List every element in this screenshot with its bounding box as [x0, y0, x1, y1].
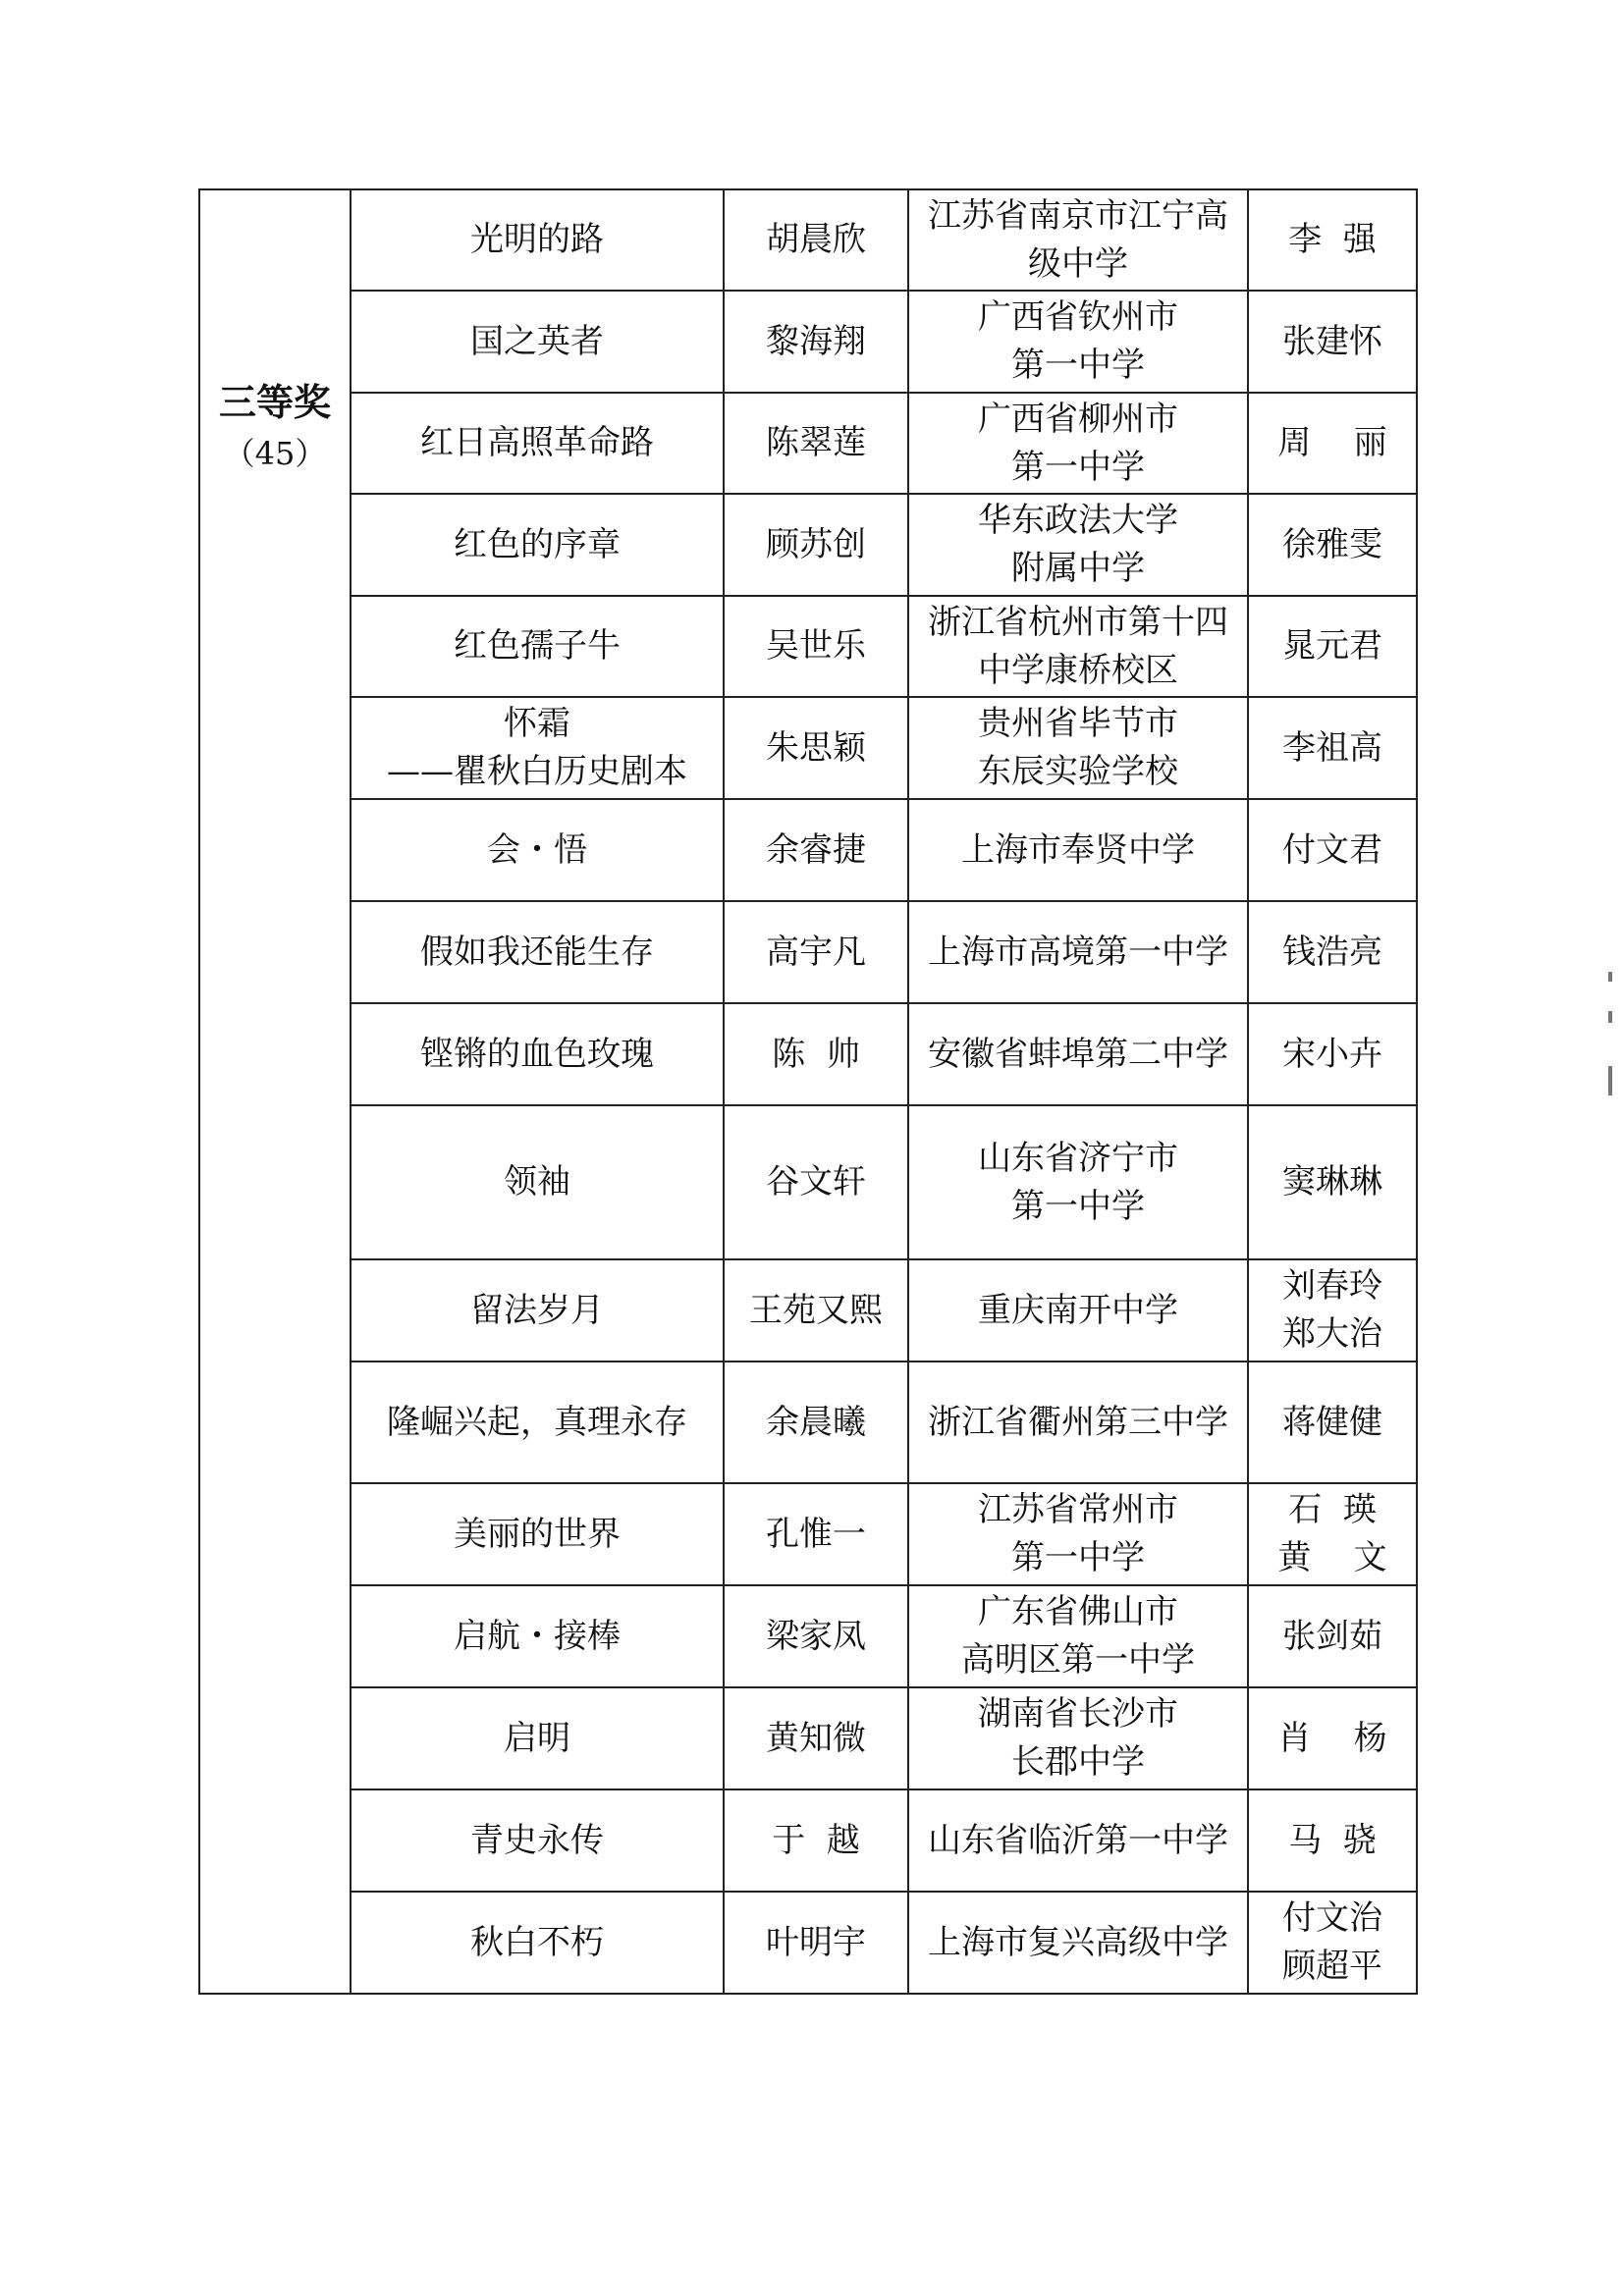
- teacher-cell: 李祖高: [1248, 697, 1417, 799]
- teacher-cell: 蒋健健: [1248, 1362, 1417, 1483]
- work-title-cell: 假如我还能生存: [351, 901, 724, 1003]
- teacher-cell: 张剑茹: [1248, 1585, 1417, 1687]
- work-title-cell: 光明的路: [351, 189, 724, 291]
- teacher-cell: 徐雅雯: [1248, 494, 1417, 596]
- teacher-cell: 付文君: [1248, 799, 1417, 901]
- table-row: [199, 1687, 1417, 1789]
- work-title-cell: 秋白不朽: [351, 1892, 724, 1994]
- awards-table: [198, 188, 1418, 1995]
- school-cell: 湖南省长沙市 长郡中学: [908, 1687, 1248, 1789]
- teacher-cell: 马 骁: [1248, 1789, 1417, 1892]
- table-row: [199, 494, 1417, 596]
- table-row: [199, 291, 1417, 393]
- author-cell: 胡晨欣: [724, 189, 908, 291]
- school-cell: 江苏省常州市 第一中学: [908, 1483, 1248, 1585]
- teacher-cell: 窦琳琳: [1248, 1105, 1417, 1259]
- table-row: [199, 1259, 1417, 1362]
- scan-edge-marks: [1608, 972, 1614, 1099]
- author-cell: 陈 帅: [724, 1003, 908, 1105]
- teacher-cell: 宋小卉: [1248, 1003, 1417, 1105]
- author-cell: 余睿捷: [724, 799, 908, 901]
- work-title-cell: 青史永传: [351, 1789, 724, 1892]
- award-category-count: （45）: [223, 435, 327, 472]
- award-category-cell: [199, 189, 351, 1994]
- teacher-cell: 钱浩亮: [1248, 901, 1417, 1003]
- teacher-cell: 付文治 顾超平: [1248, 1892, 1417, 1994]
- school-cell: 浙江省衢州第三中学: [908, 1362, 1248, 1483]
- teacher-cell: 周 丽: [1248, 393, 1417, 494]
- work-title-cell: 留法岁月: [351, 1259, 724, 1362]
- school-cell: 贵州省毕节市 东辰实验学校: [908, 697, 1248, 799]
- work-title-cell: 领袖: [351, 1105, 724, 1259]
- work-title-cell: 会・悟: [351, 799, 724, 901]
- school-cell: 重庆南开中学: [908, 1259, 1248, 1362]
- author-cell: 谷文轩: [724, 1105, 908, 1259]
- author-cell: 黄知微: [724, 1687, 908, 1789]
- school-cell: 华东政法大学 附属中学: [908, 494, 1248, 596]
- table-row: [199, 1789, 1417, 1892]
- author-cell: 叶明宇: [724, 1892, 908, 1994]
- author-cell: 朱思颖: [724, 697, 908, 799]
- school-cell: 江苏省南京市江宁高 级中学: [908, 189, 1248, 291]
- school-cell: 广东省佛山市 高明区第一中学: [908, 1585, 1248, 1687]
- table-row: [199, 1892, 1417, 1994]
- work-title-cell: 红日高照革命路: [351, 393, 724, 494]
- work-title-cell: 启航・接棒: [351, 1585, 724, 1687]
- author-cell: 孔惟一: [724, 1483, 908, 1585]
- award-category-title: 三等奖: [218, 381, 331, 424]
- teacher-cell: 张建怀: [1248, 291, 1417, 393]
- author-cell: 陈翠莲: [724, 393, 908, 494]
- table-row: [199, 393, 1417, 494]
- table-row: [199, 1585, 1417, 1687]
- author-cell: 高宇凡: [724, 901, 908, 1003]
- teacher-cell: 肖 杨: [1248, 1687, 1417, 1789]
- school-cell: 山东省济宁市 第一中学: [908, 1105, 1248, 1259]
- table-row: [199, 1483, 1417, 1585]
- table-row: [199, 1362, 1417, 1483]
- school-cell: 上海市奉贤中学: [908, 799, 1248, 901]
- work-title-cell: 启明: [351, 1687, 724, 1789]
- author-cell: 于 越: [724, 1789, 908, 1892]
- teacher-cell: 晁元君: [1248, 596, 1417, 697]
- school-cell: 广西省柳州市 第一中学: [908, 393, 1248, 494]
- author-cell: 梁家凤: [724, 1585, 908, 1687]
- awards-table-body: [199, 189, 1417, 1994]
- school-cell: 上海市复兴高级中学: [908, 1892, 1248, 1994]
- work-title-cell: 红色孺子牛: [351, 596, 724, 697]
- work-title-cell: 红色的序章: [351, 494, 724, 596]
- school-cell: 安徽省蚌埠第二中学: [908, 1003, 1248, 1105]
- table-row: [199, 596, 1417, 697]
- table-row: [199, 1003, 1417, 1105]
- teacher-cell: 李 强: [1248, 189, 1417, 291]
- work-title-cell: 铿锵的血色玫瑰: [351, 1003, 724, 1105]
- school-cell: 广西省钦州市 第一中学: [908, 291, 1248, 393]
- work-title-cell: 怀霜 ——瞿秋白历史剧本: [351, 697, 724, 799]
- work-title-cell: 隆崛兴起，真理永存: [351, 1362, 724, 1483]
- table-row: [199, 799, 1417, 901]
- author-cell: 吴世乐: [724, 596, 908, 697]
- teacher-cell: 刘春玲 郑大治: [1248, 1259, 1417, 1362]
- author-cell: 余晨曦: [724, 1362, 908, 1483]
- author-cell: 王苑又熙: [724, 1259, 908, 1362]
- work-title-cell: 国之英者: [351, 291, 724, 393]
- school-cell: 山东省临沂第一中学: [908, 1789, 1248, 1892]
- school-cell: 上海市高境第一中学: [908, 901, 1248, 1003]
- table-row: [199, 1105, 1417, 1259]
- table-row: [199, 697, 1417, 799]
- work-title-cell: 美丽的世界: [351, 1483, 724, 1585]
- school-cell: 浙江省杭州市第十四 中学康桥校区: [908, 596, 1248, 697]
- author-cell: 黎海翔: [724, 291, 908, 393]
- table-row: [199, 189, 1417, 291]
- author-cell: 顾苏创: [724, 494, 908, 596]
- teacher-cell: 石 瑛 黄 文: [1248, 1483, 1417, 1585]
- table-row: [199, 901, 1417, 1003]
